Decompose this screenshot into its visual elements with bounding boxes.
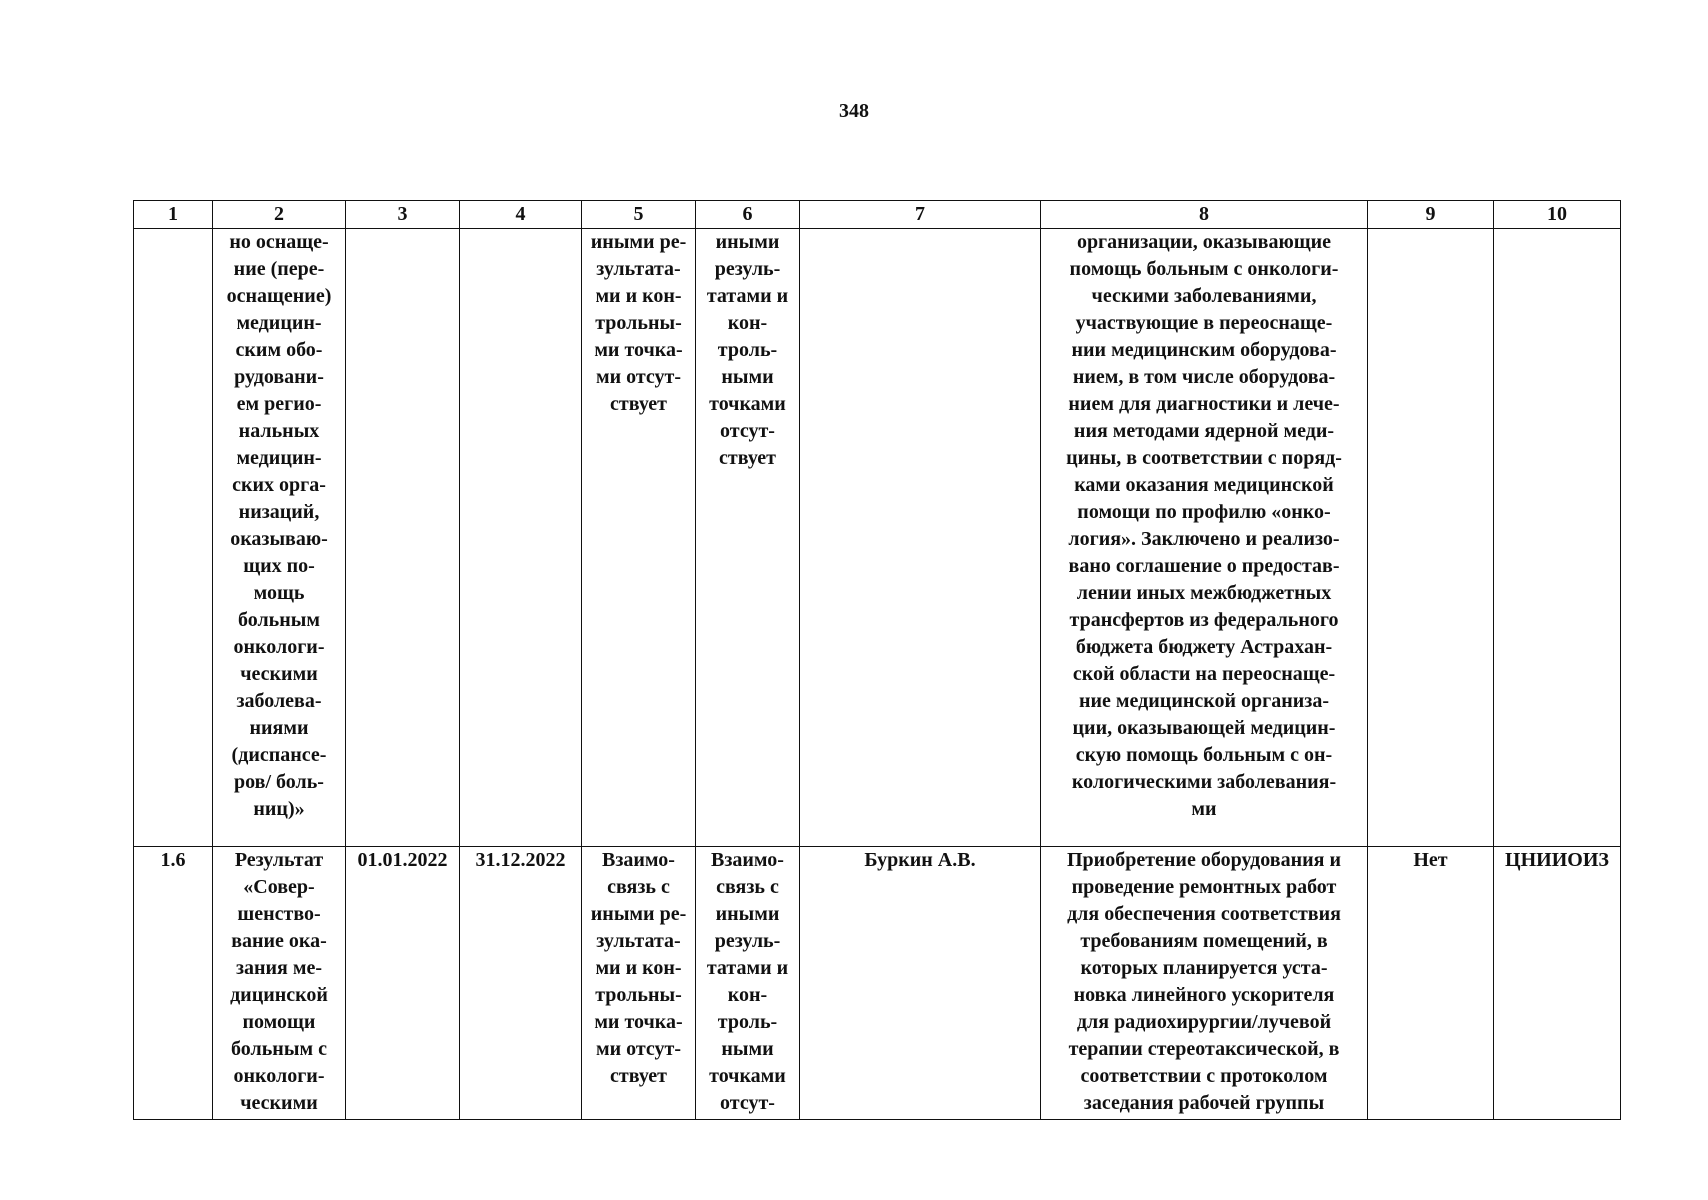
cell-organization — [1494, 229, 1621, 847]
cell-organization: ЦНИИОИЗ — [1494, 847, 1621, 1120]
table-row-continuation — [134, 229, 1621, 847]
header-col-1: 1 — [134, 201, 213, 229]
cell-description: Приобретение оборудования и проведение ремонтных работ для обеспечения соответствия требованиям помещений, в которых планируется уста- новка линейного ускорителя для радиохирургии/лучевой терапии стереотаксической, в соответствии с протоколом заседания рабочей группы — [1041, 847, 1368, 1120]
cell-relation-a: иными ре- зультата- ми и кон- трольны- ми точка- ми отсут- ствует — [582, 229, 696, 847]
cell-flag: Нет — [1368, 847, 1494, 1120]
cell-name: Результат «Совер- шенство- вание ока- зания ме- дицинской помощи больным с онкологи- ческими — [213, 847, 346, 1120]
cell-relation-a: Взаимо- связь с иными ре- зультата- ми и кон- трольны- ми точка- ми отсут- ствует — [582, 847, 696, 1120]
header-col-6: 6 — [696, 201, 800, 229]
header-col-7: 7 — [800, 201, 1041, 229]
cell-flag — [1368, 229, 1494, 847]
header-col-5: 5 — [582, 201, 696, 229]
header-col-4: 4 — [460, 201, 582, 229]
cell-relation-b: иными резуль- татами и кон- троль- ными точками отсут- ствует — [696, 229, 800, 847]
cell-number — [134, 229, 213, 847]
cell-description: организации, оказывающие помощь больным с онкологи- ческими заболеваниями, участвующие в переоснаще- нии медицинским оборудова- нием, в том числе оборудова- нием для диагностики и лече- ния методами ядерной меди- цины, в соответствии с поряд- ками оказания медицинской помощи по профилю «онко- логия». Заключено и реализо- вано соглашение о предостав- лении иных межбюджетных трансфертов из федерального бюджета бюджету Астрахан- ской области на переоснаще- ние медицинской организа- ции, оказывающей медицин- скую помощь больным с он- кологическими заболевания- ми — [1041, 229, 1368, 847]
header-col-10: 10 — [1494, 201, 1621, 229]
plan-table — [133, 200, 1621, 1120]
cell-start-date — [346, 229, 460, 847]
header-col-2: 2 — [213, 201, 346, 229]
cell-responsible — [800, 229, 1041, 847]
header-col-3: 3 — [346, 201, 460, 229]
cell-end-date — [460, 229, 582, 847]
cell-responsible: Буркин А.В. — [800, 847, 1041, 1120]
cell-end-date: 31.12.2022 — [460, 847, 582, 1120]
cell-start-date: 01.01.2022 — [346, 847, 460, 1120]
table-row-1-6 — [134, 847, 1621, 1120]
header-col-9: 9 — [1368, 201, 1494, 229]
header-col-8: 8 — [1041, 201, 1368, 229]
cell-name: но оснаще- ние (пере- оснащение) медицин- ским обо- рудовани- ем регио- нальных медицин- ских орга- низаций, оказываю- щих по- мощь больным онкологи- ческими заболева- ниями (диспансе- ров/ боль- ниц)» — [213, 229, 346, 847]
page-number: 348 — [839, 100, 869, 122]
cell-number: 1.6 — [134, 847, 213, 1120]
header-row — [134, 201, 1621, 229]
cell-relation-b: Взаимо- связь с иными резуль- татами и кон- троль- ными точками отсут- — [696, 847, 800, 1120]
